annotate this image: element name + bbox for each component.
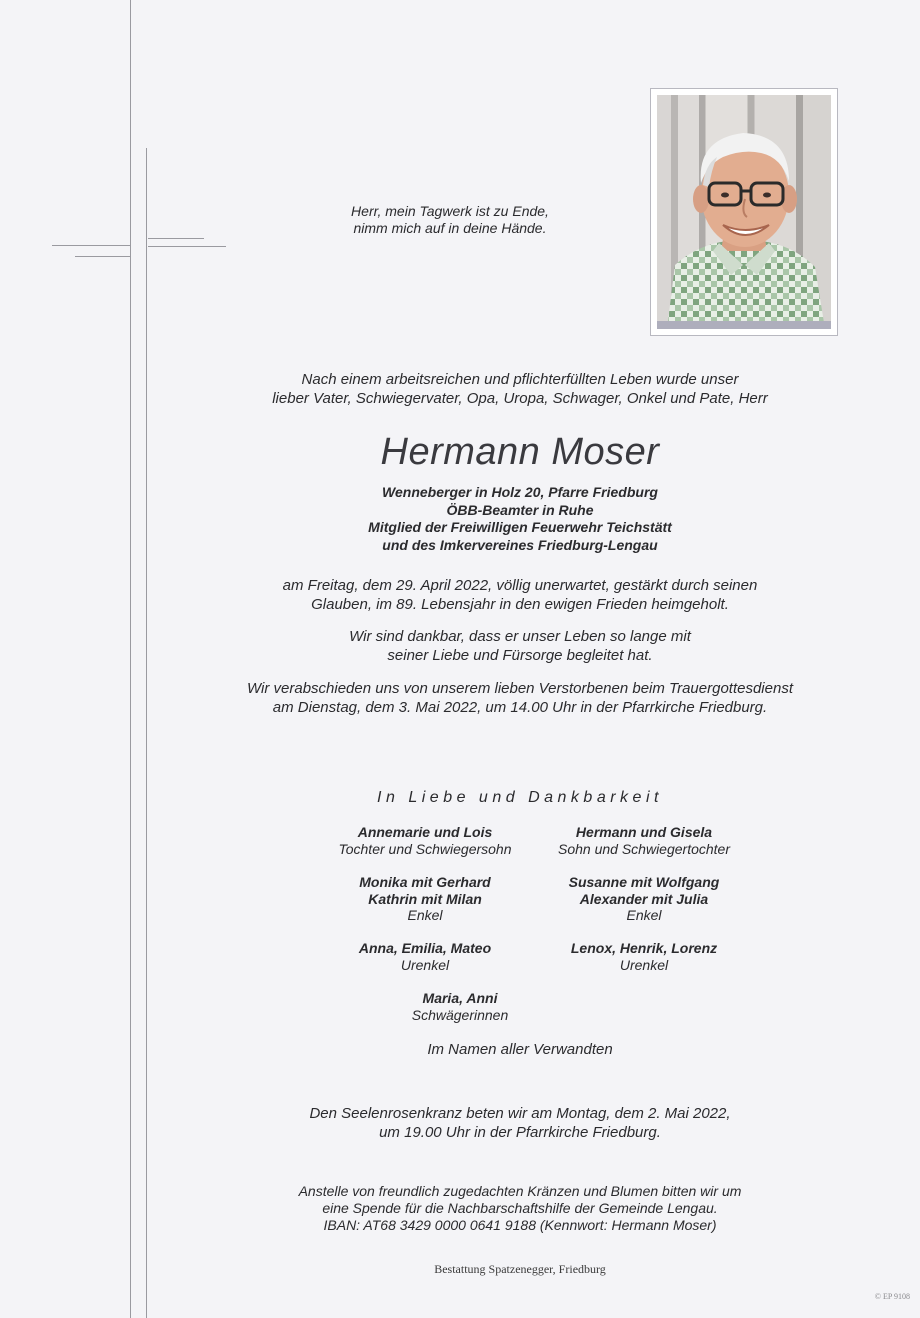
- cross-vertical-line-left: [130, 0, 131, 1318]
- print-code: © EP 9108: [874, 1292, 910, 1301]
- undertaker: Bestattung Spatzenegger, Friedburg: [434, 1262, 606, 1276]
- gratitude-line-1: Wir sind dankbar, dass er unser Leben so lange mit: [349, 628, 691, 645]
- verse: [340, 203, 560, 237]
- cross-arm-right-lower: [148, 246, 226, 247]
- mourner-relation: Schwägerinnen: [411, 1006, 509, 1023]
- funeral-line-1: Wir verabschieden uns von unserem lieben Verstorbenen beim Trauergottesdienst: [247, 680, 793, 697]
- detail-membership-1: Mitglied der Freiwilligen Feuerwehr Teichstätt: [368, 519, 672, 535]
- donation-line-2: eine Spende für die Nachbarschaftshilfe der Gemeinde Lengau.: [322, 1200, 718, 1216]
- death-notice-line-2: Glauben, im 89. Lebensjahr in den ewigen Frieden heimgeholt.: [311, 596, 729, 613]
- deceased-name: Hermann Moser: [380, 431, 660, 473]
- mourner-relation: Sohn und Schwiegertochter: [558, 840, 730, 857]
- mourner-names: Monika mit Gerhard: [359, 874, 491, 890]
- cross-arm-left-upper: [52, 245, 130, 246]
- mourner-relation: Tochter und Schwiegersohn: [338, 840, 512, 857]
- verse-line-1: Herr, mein Tagwerk ist zu Ende,: [351, 203, 549, 219]
- gratitude-text: [240, 627, 800, 665]
- mourner-names: Alexander mit Julia: [579, 890, 709, 907]
- portrait-photo: [657, 95, 831, 329]
- funeral-notice: [240, 679, 800, 717]
- intro-text: [240, 370, 800, 408]
- portrait-illustration: [657, 95, 831, 329]
- mourner-group-grandchildren-right: [514, 874, 774, 924]
- mourner-names: Annemarie und Lois: [357, 824, 493, 840]
- donation-request: [240, 1183, 800, 1234]
- detail-profession: ÖBB-Beamter in Ruhe: [446, 501, 594, 518]
- mourner-relation: Urenkel: [400, 956, 450, 973]
- cross-vertical-line-right: [146, 148, 147, 1318]
- mourner-names: Hermann und Gisela: [575, 824, 713, 840]
- intro-line-1: Nach einem arbeitsreichen und pflichterfüllten Leben wurde unser: [301, 371, 739, 388]
- mourner-relation: Enkel: [626, 907, 662, 923]
- mourner-names: Kathrin mit Milan: [368, 890, 482, 907]
- detail-address: Wenneberger in Holz 20, Pfarre Friedburg: [382, 484, 658, 500]
- verse-line-2: nimm mich auf in deine Hände.: [353, 220, 547, 236]
- funeral-line-2: am Dienstag, dem 3. Mai 2022, um 14.00 Uhr in der Pfarrkirche Friedburg.: [272, 699, 768, 716]
- mourner-group-sisters-in-law: [330, 990, 590, 1023]
- detail-membership-2: und des Imkervereines Friedburg-Lengau: [382, 536, 658, 553]
- cross-arm-right-upper: [148, 238, 204, 239]
- mourner-group-son: [514, 824, 774, 857]
- mourner-names: Maria, Anni: [422, 990, 498, 1006]
- intro-line-2: lieber Vater, Schwiegervater, Opa, Uropa, Schwager, Onkel und Pate, Herr: [272, 390, 768, 407]
- cross-arm-left-lower: [75, 256, 130, 257]
- portrait-mat: [657, 321, 831, 329]
- rosary-line-2: um 19.00 Uhr in der Pfarrkirche Friedburg.: [379, 1124, 661, 1141]
- death-notice: [240, 576, 800, 614]
- mourner-names: Anna, Emilia, Mateo: [358, 940, 492, 956]
- portrait-frame: [650, 88, 838, 336]
- mourner-relation: Urenkel: [619, 956, 669, 973]
- mourner-names: Lenox, Henrik, Lorenz: [570, 940, 718, 956]
- death-notice-line-1: am Freitag, dem 29. April 2022, völlig unerwartet, gestärkt durch seinen: [282, 577, 758, 594]
- mourner-group-great-grandchildren-right: [514, 940, 774, 973]
- gratitude-line-2: seiner Liebe und Fürsorge begleitet hat.: [387, 647, 653, 664]
- rosary-notice: [240, 1104, 800, 1142]
- mourner-relation: Enkel: [407, 907, 443, 923]
- mourners-heading: In Liebe und Dankbarkeit: [377, 789, 663, 806]
- on-behalf-of-relatives: Im Namen aller Verwandten: [427, 1041, 613, 1058]
- deceased-details: [240, 484, 800, 554]
- rosary-line-1: Den Seelenrosenkranz beten wir am Montag, dem 2. Mai 2022,: [309, 1105, 731, 1122]
- mourner-names: Susanne mit Wolfgang: [568, 874, 720, 890]
- donation-iban: IBAN: AT68 3429 0000 0641 9188 (Kennwort: Hermann Moser): [323, 1217, 717, 1233]
- donation-line-1: Anstelle von freundlich zugedachten Kränzen und Blumen bitten wir um: [298, 1183, 742, 1199]
